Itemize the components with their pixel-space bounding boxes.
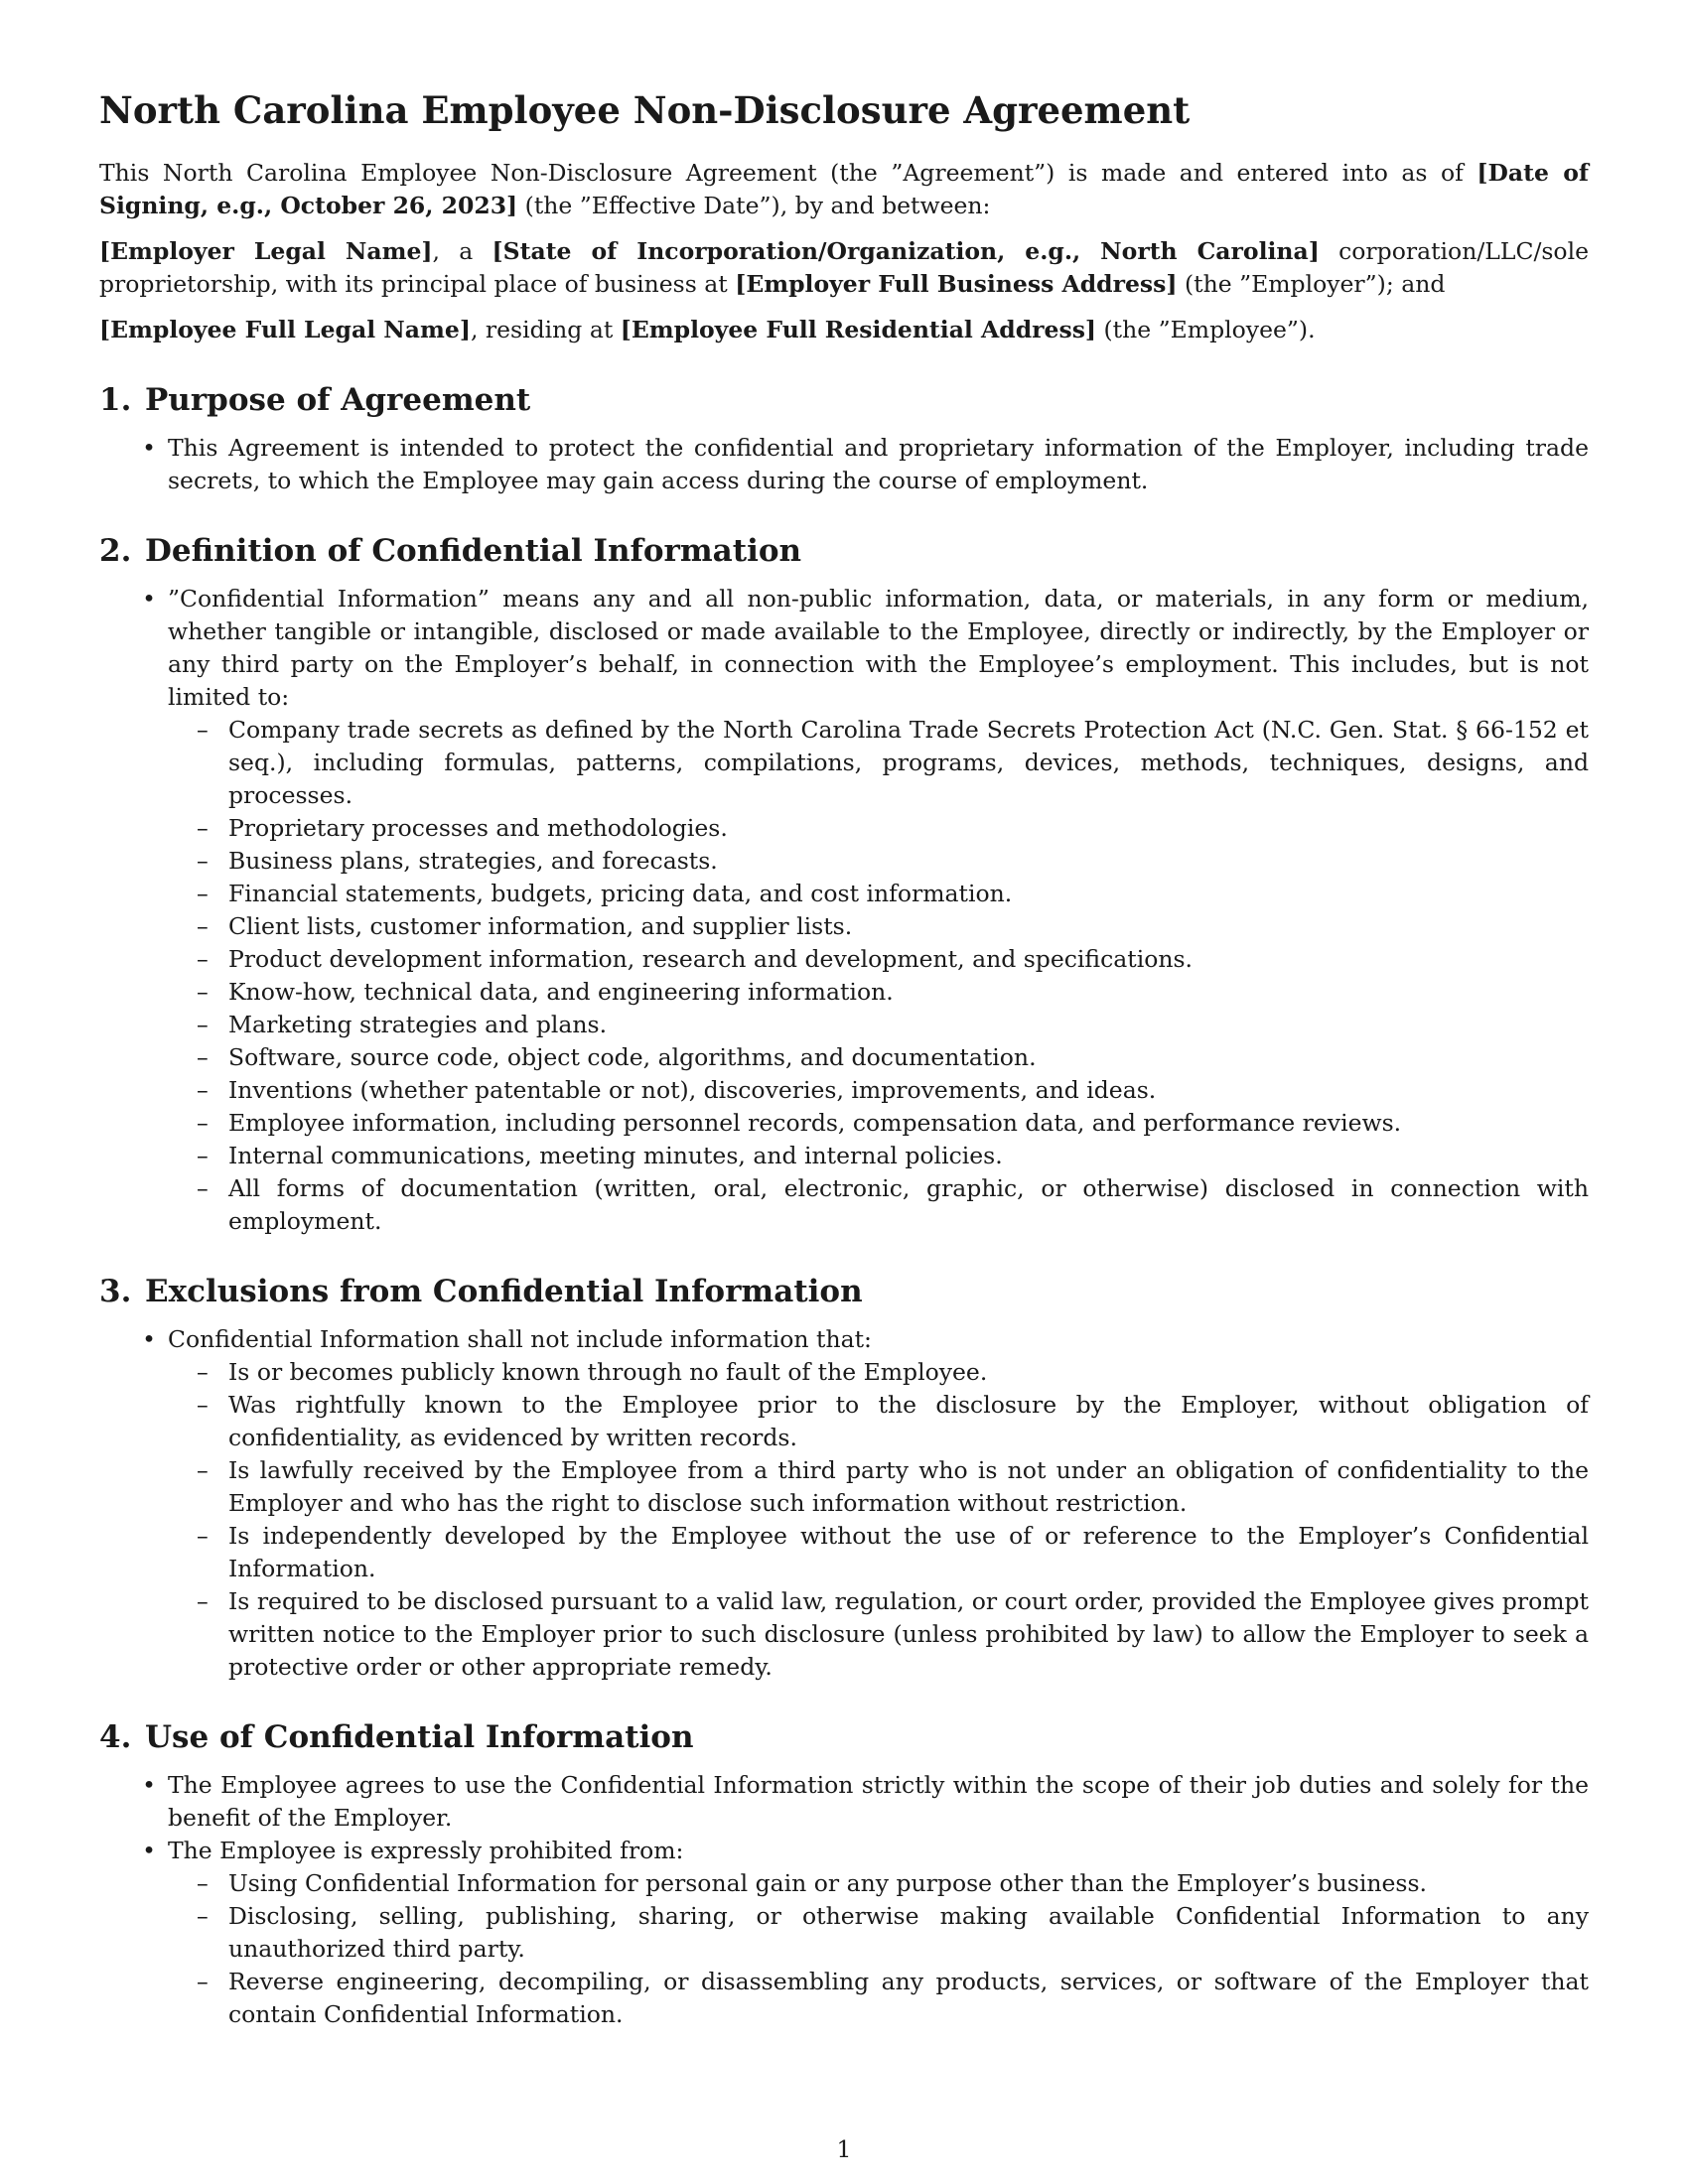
- sub-list-item: [167, 976, 1589, 1009]
- sub-list-item: [167, 1585, 1589, 1684]
- bullet-icon: •: [142, 434, 156, 462]
- dash-icon: –: [197, 978, 209, 1006]
- bullet-icon: •: [142, 585, 156, 613]
- sub-list-item-text: Reverse engineering, decompiling, or disassembling any products, services, or software of the Employer that contain Confidential Information.: [228, 1968, 1589, 2028]
- section-title: Exclusions from Confidential Information: [145, 1274, 863, 1309]
- sub-list-item: [167, 1454, 1589, 1520]
- section-number: 1.: [99, 382, 132, 418]
- list-item: [99, 1323, 1589, 1684]
- sub-list-item-text: Know-how, technical data, and engineering information.: [228, 978, 894, 1006]
- intro-text: (the ”Employee”).: [1096, 316, 1316, 343]
- intro-text: , residing at: [470, 316, 621, 343]
- dash-icon: –: [197, 1869, 209, 1897]
- sub-list-item: [167, 1009, 1589, 1041]
- sub-list-item-text: Marketing strategies and plans.: [228, 1011, 608, 1038]
- sub-list-item-text: Product development information, research and development, and specifications.: [228, 945, 1194, 973]
- sub-list-item: [167, 1389, 1589, 1454]
- section-title: Use of Confidential Information: [145, 1719, 694, 1755]
- date-placeholder: [Date of Signing, e.g., October 26, 2023]: [99, 159, 1589, 219]
- sub-list-item-text: Software, source code, object code, algorithms, and documentation.: [228, 1043, 1037, 1071]
- dash-icon: –: [197, 1043, 209, 1071]
- section-4-list: [99, 1769, 1589, 2031]
- dash-icon: –: [197, 716, 209, 744]
- document-page: [99, 87, 1589, 2031]
- dash-icon: –: [197, 1174, 209, 1202]
- sub-list-item: [167, 1107, 1589, 1140]
- section-3-list: [99, 1323, 1589, 1684]
- sub-list-item: [167, 845, 1589, 878]
- sub-list-item-text: Is independently developed by the Employee without the use of or reference to the Employer’s Confidential Information.: [228, 1522, 1589, 1582]
- sub-list: [168, 714, 1589, 1238]
- sub-list-item: [167, 943, 1589, 976]
- employee-name-placeholder: [Employee Full Legal Name]: [99, 316, 471, 343]
- sub-list-item-text: Inventions (whether patentable or not), discoveries, improvements, and ideas.: [228, 1076, 1157, 1104]
- dash-icon: –: [197, 1358, 209, 1386]
- sub-list-item-text: Is required to be disclosed pursuant to a valid law, regulation, or court order, provided the Employee gives prompt written notice to the Employer prior to such disclosure (unless prohibited by law) to allow the Employer to seek a protective order or other appropriate remedy.: [228, 1587, 1589, 1681]
- list-item-text: The Employee is expressly prohibited from:: [168, 1837, 684, 1864]
- sub-list-item: [167, 1900, 1589, 1966]
- sub-list-item: [167, 1356, 1589, 1389]
- sub-list-item: [167, 910, 1589, 943]
- intro-text: , a: [432, 237, 492, 265]
- sub-list-item: [167, 1520, 1589, 1585]
- dash-icon: –: [197, 1391, 209, 1419]
- dash-icon: –: [197, 1142, 209, 1169]
- list-item: [99, 1835, 1589, 2031]
- sub-list-item-text: Proprietary processes and methodologies.: [228, 814, 728, 842]
- sub-list-item-text: Business plans, strategies, and forecasts.: [228, 847, 718, 875]
- intro-text: (the ”Employer”); and: [1177, 270, 1446, 298]
- sub-list-item-text: Client lists, customer information, and supplier lists.: [228, 912, 853, 940]
- intro-paragraph-2: [99, 235, 1589, 301]
- dash-icon: –: [197, 1076, 209, 1104]
- section-heading-4: [99, 1717, 1589, 1757]
- section-heading-2: [99, 531, 1589, 571]
- document-title: North Carolina Employee Non-Disclosure Agreement: [99, 88, 1191, 132]
- sub-list-item-text: Is lawfully received by the Employee from a third party who is not under an obligation of confidentiality to the Employer and who has the right to disclose such information without restriction.: [228, 1456, 1589, 1517]
- list-item: [99, 432, 1589, 497]
- list-item-text: ”Confidential Information” means any and all non-public information, data, or materials, in any form or medium, whether tangible or intangible, disclosed or made available to the Employee, directly or indirectly, by the Employer or any third party on the Employer’s behalf, in connection with the Employee’s employment. This includes, but is not limited to:: [168, 585, 1589, 711]
- bullet-icon: •: [142, 1325, 156, 1353]
- dash-icon: –: [197, 945, 209, 973]
- sub-list-item: [167, 1074, 1589, 1107]
- bullet-icon: •: [142, 1837, 156, 1864]
- state-placeholder: [State of Incorporation/Organization, e.g., North Carolina]: [492, 237, 1320, 265]
- sub-list-item-text: All forms of documentation (written, oral, electronic, graphic, or otherwise) disclosed in connection with employment.: [228, 1174, 1589, 1235]
- dash-icon: –: [197, 1011, 209, 1038]
- sub-list-item: [167, 812, 1589, 845]
- list-item-text: The Employee agrees to use the Confidential Information strictly within the scope of their job duties and solely for the benefit of the Employer.: [168, 1771, 1589, 1832]
- dash-icon: –: [197, 1109, 209, 1137]
- section-1-list: [99, 432, 1589, 497]
- intro-paragraph-3: [99, 314, 1589, 346]
- sub-list-item-text: Company trade secrets as defined by the North Carolina Trade Secrets Protection Act (N.C. Gen. Stat. § 66-152 et seq.), including formulas, patterns, compilations, programs, devices, methods, techniques, designs, and processes.: [228, 716, 1589, 809]
- list-item-text: Confidential Information shall not include information that:: [168, 1325, 872, 1353]
- section-title: Definition of Confidential Information: [145, 533, 802, 569]
- intro-text: This North Carolina Employee Non-Disclosure Agreement (the ”Agreement”) is made and entered into as of: [99, 159, 1477, 187]
- sub-list-item: [167, 1867, 1589, 1900]
- list-item-text: This Agreement is intended to protect the confidential and proprietary information of the Employer, including trade secrets, to which the Employee may gain access during the course of employment.: [168, 434, 1589, 494]
- dash-icon: –: [197, 1587, 209, 1615]
- bullet-icon: •: [142, 1771, 156, 1799]
- sub-list: [168, 1867, 1589, 2031]
- sub-list-item-text: Using Confidential Information for personal gain or any purpose other than the Employer’s business.: [228, 1869, 1427, 1897]
- dash-icon: –: [197, 912, 209, 940]
- section-number: 4.: [99, 1719, 132, 1755]
- section-number: 2.: [99, 533, 132, 569]
- sub-list-item-text: Is or becomes publicly known through no fault of the Employee.: [228, 1358, 988, 1386]
- sub-list-item: [167, 878, 1589, 910]
- list-item: [99, 1769, 1589, 1835]
- sub-list-item-text: Employee information, including personnel records, compensation data, and performance reviews.: [228, 1109, 1402, 1137]
- section-heading-1: [99, 380, 1589, 420]
- list-item: [99, 583, 1589, 1238]
- intro-text: corporation/LLC/sole proprietorship, with its principal place of business at: [99, 237, 1590, 298]
- employee-address-placeholder: [Employee Full Residential Address]: [620, 316, 1097, 343]
- sub-list-item: [167, 1041, 1589, 1074]
- sub-list-item: [167, 1172, 1589, 1238]
- sub-list-item-text: Financial statements, budgets, pricing data, and cost information.: [228, 880, 1013, 907]
- section-heading-3: [99, 1272, 1589, 1311]
- dash-icon: –: [197, 1968, 209, 1995]
- sub-list-item-text: Disclosing, selling, publishing, sharing, or otherwise making available Confidential Information to any unauthorized third party.: [228, 1902, 1589, 1963]
- employer-name-placeholder: [Employer Legal Name]: [99, 237, 433, 265]
- section-title: Purpose of Agreement: [145, 382, 531, 418]
- dash-icon: –: [197, 1456, 209, 1484]
- dash-icon: –: [197, 880, 209, 907]
- dash-icon: –: [197, 1522, 209, 1550]
- sub-list-item: [167, 714, 1589, 812]
- section-2-list: [99, 583, 1589, 1238]
- sub-list-item: [167, 1966, 1589, 2031]
- sub-list: [168, 1356, 1589, 1684]
- sub-list-item-text: Was rightfully known to the Employee prior to the disclosure by the Employer, without obligation of confidentiality, as evidenced by written records.: [228, 1391, 1589, 1451]
- dash-icon: –: [197, 814, 209, 842]
- employer-address-placeholder: [Employer Full Business Address]: [735, 270, 1178, 298]
- dash-icon: –: [197, 847, 209, 875]
- intro-paragraph-1: [99, 157, 1589, 222]
- intro-text: (the ”Effective Date”), by and between:: [517, 192, 991, 219]
- sub-list-item-text: Internal communications, meeting minutes, and internal policies.: [228, 1142, 1003, 1169]
- page-number: 1: [836, 2135, 852, 2163]
- dash-icon: –: [197, 1902, 209, 1930]
- sub-list-item: [167, 1140, 1589, 1172]
- section-number: 3.: [99, 1274, 132, 1309]
